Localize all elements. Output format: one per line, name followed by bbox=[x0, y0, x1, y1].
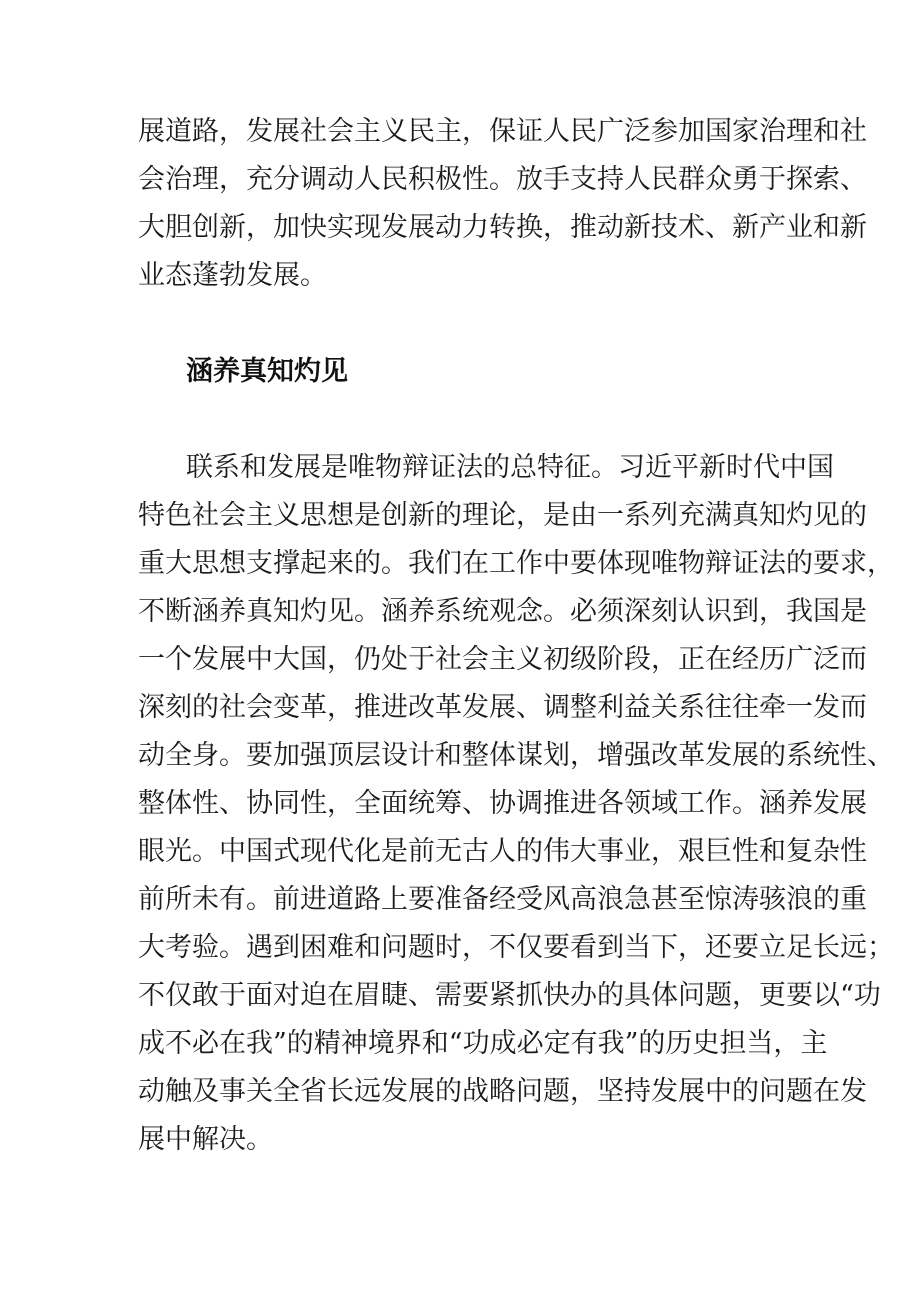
paragraph-2-line-10: 前所未有。前进道路上要准备经受风高浪急甚至惊涛骇浪的重 bbox=[138, 884, 867, 915]
paragraph-1-line-1: 展道路，发展社会主义民主，保证人民广泛参加国家治理和社 bbox=[138, 116, 867, 147]
paragraph-2-line-1: 联系和发展是唯物辩证法的总特征。习近平新时代中国 bbox=[186, 452, 834, 483]
paragraph-2-line-4: 不断涵养真知灼见。涵养系统观念。必须深刻认识到，我国是 bbox=[138, 596, 867, 627]
paragraph-2-line-9: 眼光。中国式现代化是前无古人的伟大事业，艰巨性和复杂性 bbox=[138, 836, 867, 867]
paragraph-2-line-15: 展中解决。 bbox=[138, 1124, 273, 1155]
paragraph-1-line-2: 会治理，充分调动人民积极性。放手支持人民群众勇于探索、 bbox=[138, 164, 867, 195]
paragraph-2-line-5: 一个发展中大国，仍处于社会主义初级阶段，正在经历广泛而 bbox=[138, 644, 867, 675]
paragraph-2-line-8: 整体性、协同性，全面统筹、协调推进各领域工作。涵养发展 bbox=[138, 788, 867, 819]
paragraph-2-line-2: 特色社会主义思想是创新的理论，是由一系列充满真知灼见的 bbox=[138, 500, 867, 531]
paragraph-2-line-3: 重大思想支撑起来的。我们在工作中要体现唯物辩证法的要求， bbox=[138, 548, 894, 579]
paragraph-2-line-7: 动全身。要加强顶层设计和整体谋划，增强改革发展的系统性、 bbox=[138, 740, 894, 771]
paragraph-1-line-4: 业态蓬勃发展。 bbox=[138, 260, 327, 291]
paragraph-2-line-6: 深刻的社会变革，推进改革发展、调整利益关系往往牵一发而 bbox=[138, 692, 867, 723]
paragraph-2-line-13: 成不必在我”的精神境界和“功成必定有我”的历史担当，主 bbox=[138, 1028, 828, 1059]
paragraph-1-line-3: 大胆创新，加快实现发展动力转换，推动新技术、新产业和新 bbox=[138, 212, 867, 243]
section-heading: 涵养真知灼见 bbox=[186, 356, 348, 387]
paragraph-2-line-14: 动触及事关全省长远发展的战略问题，坚持发展中的问题在发 bbox=[138, 1076, 867, 1107]
paragraph-2-line-12: 不仅敢于面对迫在眉睫、需要紧抓快办的具体问题，更要以“功 bbox=[138, 980, 881, 1011]
paragraph-2-line-11: 大考验。遇到困难和问题时，不仅要看到当下，还要立足长远； bbox=[138, 932, 894, 963]
